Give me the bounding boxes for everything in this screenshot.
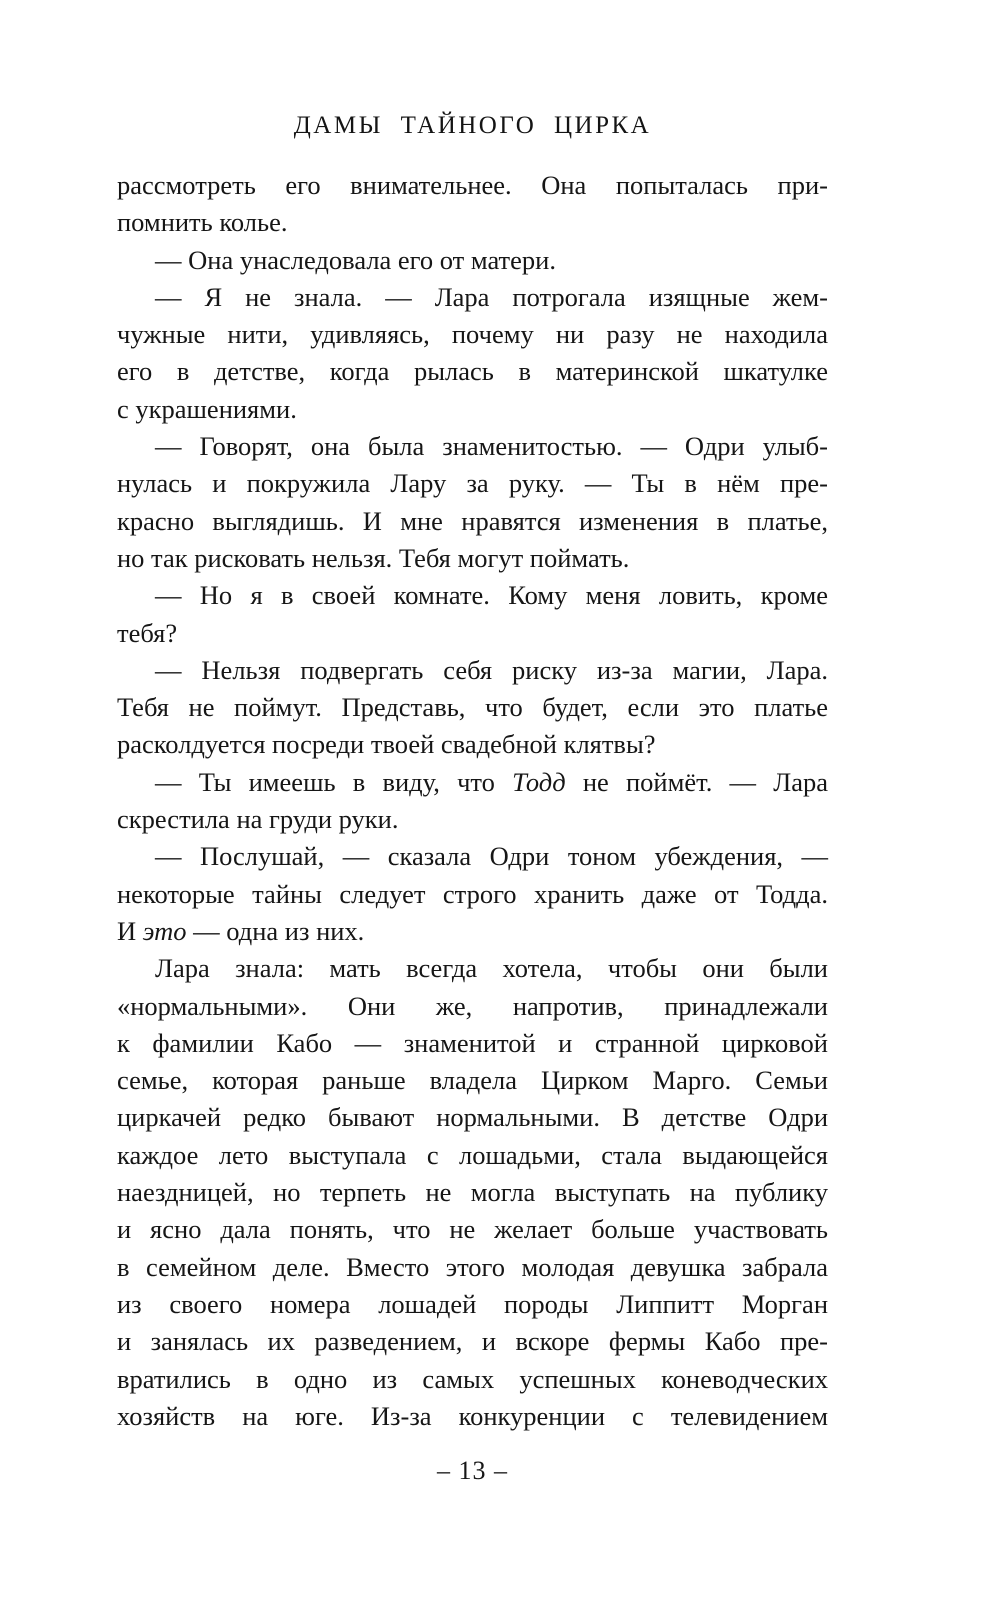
text-run: чужные нити, удивляясь, почему ни разу не находила [117,319,828,350]
italic-text: Тодд [512,766,566,797]
page-number: – 13 – [437,1456,508,1485]
paragraph [117,577,828,652]
running-header: ДАМЫ ТАЙНОГО ЦИРКА [293,112,652,139]
paragraph [117,652,828,764]
text-line [117,1062,828,1099]
text-run: — Ты имеешь в виду, что [155,766,513,797]
text-run: из своего номера лошадей породы Липпитт Морган [117,1288,828,1319]
text-line [117,1211,828,1248]
text-run: хозяйств на юге. Из-за конкуренции с телевидением [117,1400,828,1431]
text-run: и занялась их разведением, и вскоре фермы Кабо пре- [117,1326,828,1357]
text-run: расколдуется посреди твоей свадебной клятвы? [117,729,656,760]
text-run: не поймёт. — Лара [565,766,828,797]
text-line [117,204,828,241]
paragraph [117,950,828,1435]
text-line [117,764,828,801]
text-line [117,1249,828,1286]
text-line [117,1099,828,1136]
text-run: каждое лето выступала с лошадьми, стала выдающейся [117,1139,828,1170]
text-line [117,391,828,428]
text-run: рассмотреть его внимательнее. Она попыталась при- [117,170,828,200]
text-line [117,577,828,614]
text-line [117,913,828,950]
text-line [117,1137,828,1174]
text-run: циркачей редко бывают нормальными. В детстве Одри [117,1102,828,1133]
text-run: к фамилии Кабо — знаменитой и странной цирковой [117,1027,828,1058]
italic-text: это [142,915,187,946]
text-line [117,428,828,465]
text-run: его в детстве, когда рылась в материнской шкатулке [117,356,828,387]
paragraph [117,428,828,577]
paragraph [117,167,828,242]
text-run: — Она унаследовала его от матери. [155,244,556,275]
text-line [117,801,828,838]
text-run: — Нельзя подвергать себя риску из-за магии, Лара. [155,654,828,685]
text-run: но так рисковать нельзя. Тебя могут поймать. [117,542,630,573]
text-run: некоторые тайны следует строго хранить даже от Тодда. [117,878,828,909]
text-run: — одна из них. [186,915,365,946]
text-line [117,316,828,353]
text-line [117,1323,828,1360]
text-run: помнить колье. [117,207,288,238]
text-line [117,1398,828,1435]
text-run: красно выглядишь. И мне нравятся изменения в платье, [117,505,828,536]
text-run: и ясно дала понять, что не желает больше участвовать [117,1214,828,1245]
text-run: «нормальными». Они же, напротив, принадлежали [117,990,828,1021]
text-run: нулась и покружила Лару за руку. — Ты в нём пре- [117,468,828,499]
paragraph [117,764,828,839]
text-line [117,988,828,1025]
text-line [117,876,828,913]
paragraph [117,242,828,279]
text-line [117,353,828,390]
paragraph [117,838,828,950]
text-line [117,1174,828,1211]
text-run: в семейном деле. Вместо этого молодая девушка забрала [117,1251,828,1282]
text-line [117,615,828,652]
text-line [117,167,828,204]
text-run: скрестила на груди руки. [117,804,399,835]
text-line [117,242,828,279]
text-run: И [117,915,143,946]
text-run: — Я не знала. — Лара потрогала изящные жем- [155,281,828,312]
text-run: с украшениями. [117,393,297,424]
text-line [117,838,828,875]
text-line [117,465,828,502]
text-line [117,279,828,316]
text-line [117,652,828,689]
text-run: Лара знала: мать всегда хотела, чтобы они были [155,953,828,984]
text-run: семье, которая раньше владела Цирком Марго. Семьи [117,1065,828,1096]
text-line [117,726,828,763]
text-run: тебя? [117,617,178,648]
text-run: Тебя не поймут. Представь, что будет, если это платье [117,692,828,723]
text-line [117,689,828,726]
text-line [117,950,828,987]
text-line [117,1025,828,1062]
text-line [117,503,828,540]
text-run: вратились в одно из самых успешных коневодческих [117,1363,828,1394]
text-line [117,540,828,577]
text-line [117,1361,828,1398]
page-body [117,167,828,1435]
text-run: — Но я в своей комнате. Кому меня ловить, кроме [155,580,828,611]
text-run: — Говорят, она была знаменитостью. — Одри улыб- [155,431,828,462]
text-line [117,1286,828,1323]
text-run: наездницей, но терпеть не могла выступать на публику [117,1177,828,1208]
paragraph [117,279,828,428]
text-run: — Послушай, — сказала Одри тоном убеждения, — [155,841,828,872]
